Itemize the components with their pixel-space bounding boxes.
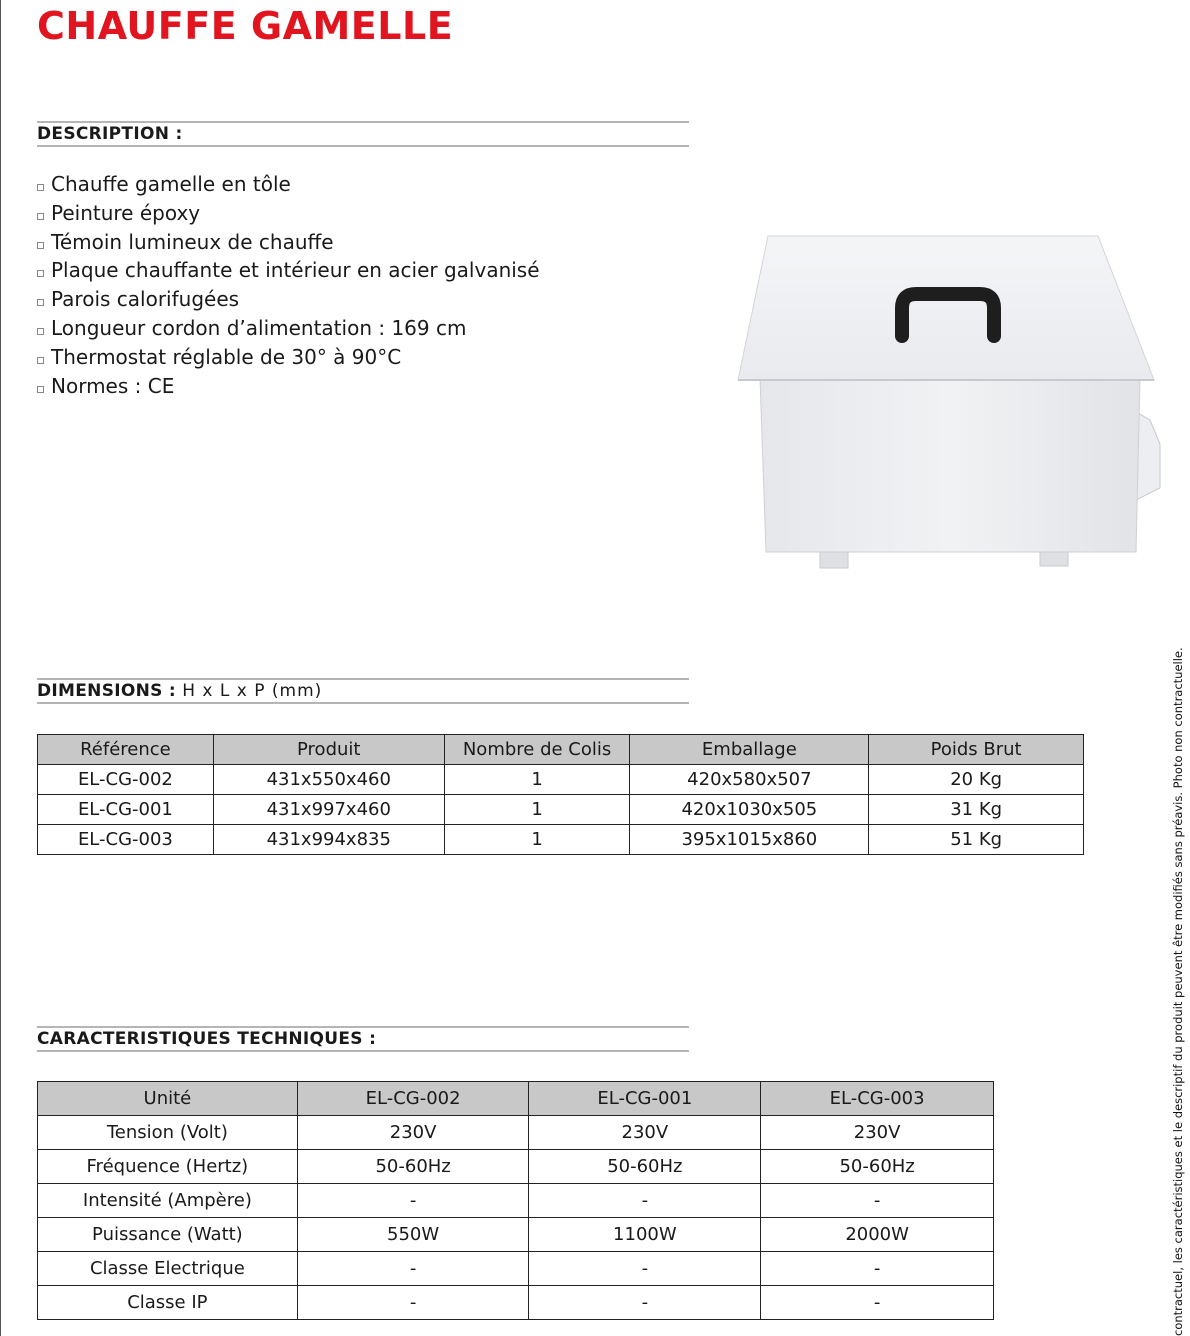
technical-heading: CARACTERISTIQUES TECHNIQUES : [37, 1029, 377, 1049]
table-cell: EL-CG-001 [38, 795, 214, 825]
dimensions-section-header [37, 678, 689, 704]
table-cell: - [761, 1286, 994, 1320]
product-image [730, 228, 1170, 578]
column-header: EL-CG-003 [761, 1082, 994, 1116]
table-row [38, 765, 1084, 795]
dimensions-unit: H x L x P (mm) [182, 681, 323, 701]
table-cell: 431x997x460 [213, 795, 444, 825]
square-bullet-icon [37, 328, 44, 335]
table-row [38, 1116, 994, 1150]
table-cell: - [297, 1252, 529, 1286]
page-title: CHAUFFE GAMELLE [37, 4, 454, 48]
table-cell: EL-CG-002 [38, 765, 214, 795]
technical-section-header [37, 1026, 689, 1052]
square-bullet-icon [37, 357, 44, 364]
section-rule-top [37, 1026, 689, 1028]
table-cell: 230V [761, 1116, 994, 1150]
description-item: Peinture époxy [37, 199, 540, 228]
table-cell: 1 [444, 795, 630, 825]
column-header: EL-CG-001 [529, 1082, 761, 1116]
table-cell: 550W [297, 1218, 529, 1252]
table-cell: EL-CG-003 [38, 825, 214, 855]
table-row [38, 1218, 994, 1252]
table-cell: - [529, 1286, 761, 1320]
description-list [37, 170, 540, 400]
dimensions-table [37, 734, 1084, 855]
column-header: EL-CG-002 [297, 1082, 529, 1116]
table-cell: Classe Electrique [38, 1252, 298, 1286]
section-rule-top [37, 121, 689, 123]
table-cell: 1100W [529, 1218, 761, 1252]
description-item: Thermostat réglable de 30° à 90°C [37, 343, 540, 372]
table-header-row [38, 1082, 994, 1116]
table-cell: Tension (Volt) [38, 1116, 298, 1150]
description-item: Chauffe gamelle en tôle [37, 170, 540, 199]
description-item: Témoin lumineux de chauffe [37, 228, 540, 257]
table-cell: 1 [444, 765, 630, 795]
table-row [38, 825, 1084, 855]
table-cell: 51 Kg [869, 825, 1084, 855]
table-row [38, 1252, 994, 1286]
section-rule-top [37, 678, 689, 680]
description-item: Normes : CE [37, 372, 540, 401]
table-cell: 420x580x507 [630, 765, 869, 795]
table-cell: Intensité (Ampère) [38, 1184, 298, 1218]
column-header: Emballage [630, 735, 869, 765]
square-bullet-icon [37, 386, 44, 393]
table-cell: - [297, 1286, 529, 1320]
description-heading: DESCRIPTION : [37, 124, 183, 144]
table-cell: Classe IP [38, 1286, 298, 1320]
column-header: Produit [213, 735, 444, 765]
table-row [38, 1286, 994, 1320]
table-cell: - [761, 1184, 994, 1218]
dimensions-heading: DIMENSIONS : H x L x P (mm) [37, 681, 323, 701]
section-rule-bottom [37, 1050, 689, 1052]
table-cell: 420x1030x505 [630, 795, 869, 825]
table-cell: 31 Kg [869, 795, 1084, 825]
table-cell: 2000W [761, 1218, 994, 1252]
table-cell: - [529, 1184, 761, 1218]
technical-table [37, 1081, 994, 1320]
table-cell: 431x994x835 [213, 825, 444, 855]
square-bullet-icon [37, 213, 44, 220]
table-cell: 50-60Hz [529, 1150, 761, 1184]
table-cell: - [529, 1252, 761, 1286]
table-cell: 20 Kg [869, 765, 1084, 795]
column-header: Nombre de Colis [444, 735, 630, 765]
section-rule-bottom [37, 702, 689, 704]
table-cell: - [297, 1184, 529, 1218]
table-row [38, 795, 1084, 825]
description-item: Parois calorifugées [37, 285, 540, 314]
column-header: Unité [38, 1082, 298, 1116]
table-cell: 50-60Hz [761, 1150, 994, 1184]
table-row [38, 1184, 994, 1218]
page-left-border [0, 0, 1, 1336]
table-header-row [38, 735, 1084, 765]
section-rule-bottom [37, 145, 689, 147]
box-lid [738, 236, 1154, 380]
table-row [38, 1150, 994, 1184]
table-cell: Fréquence (Hertz) [38, 1150, 298, 1184]
square-bullet-icon [37, 270, 44, 277]
square-bullet-icon [37, 184, 44, 191]
table-cell: 230V [297, 1116, 529, 1150]
description-item: Longueur cordon d’alimentation : 169 cm [37, 314, 540, 343]
description-section-header [37, 121, 689, 147]
table-cell: Puissance (Watt) [38, 1218, 298, 1252]
table-cell: - [761, 1252, 994, 1286]
column-header: Référence [38, 735, 214, 765]
side-disclaimer: contractuel, les caractéristiques et le descriptif du produit peuvent être modifiés sans préavis. Photo non contractuelle. [1171, 647, 1185, 1336]
table-cell: 395x1015x860 [630, 825, 869, 855]
table-cell: 230V [529, 1116, 761, 1150]
square-bullet-icon [37, 299, 44, 306]
table-cell: 1 [444, 825, 630, 855]
column-header: Poids Brut [869, 735, 1084, 765]
table-cell: 431x550x460 [213, 765, 444, 795]
box-body [760, 378, 1140, 552]
description-item: Plaque chauffante et intérieur en acier galvanisé [37, 256, 540, 285]
square-bullet-icon [37, 242, 44, 249]
table-cell: 50-60Hz [297, 1150, 529, 1184]
